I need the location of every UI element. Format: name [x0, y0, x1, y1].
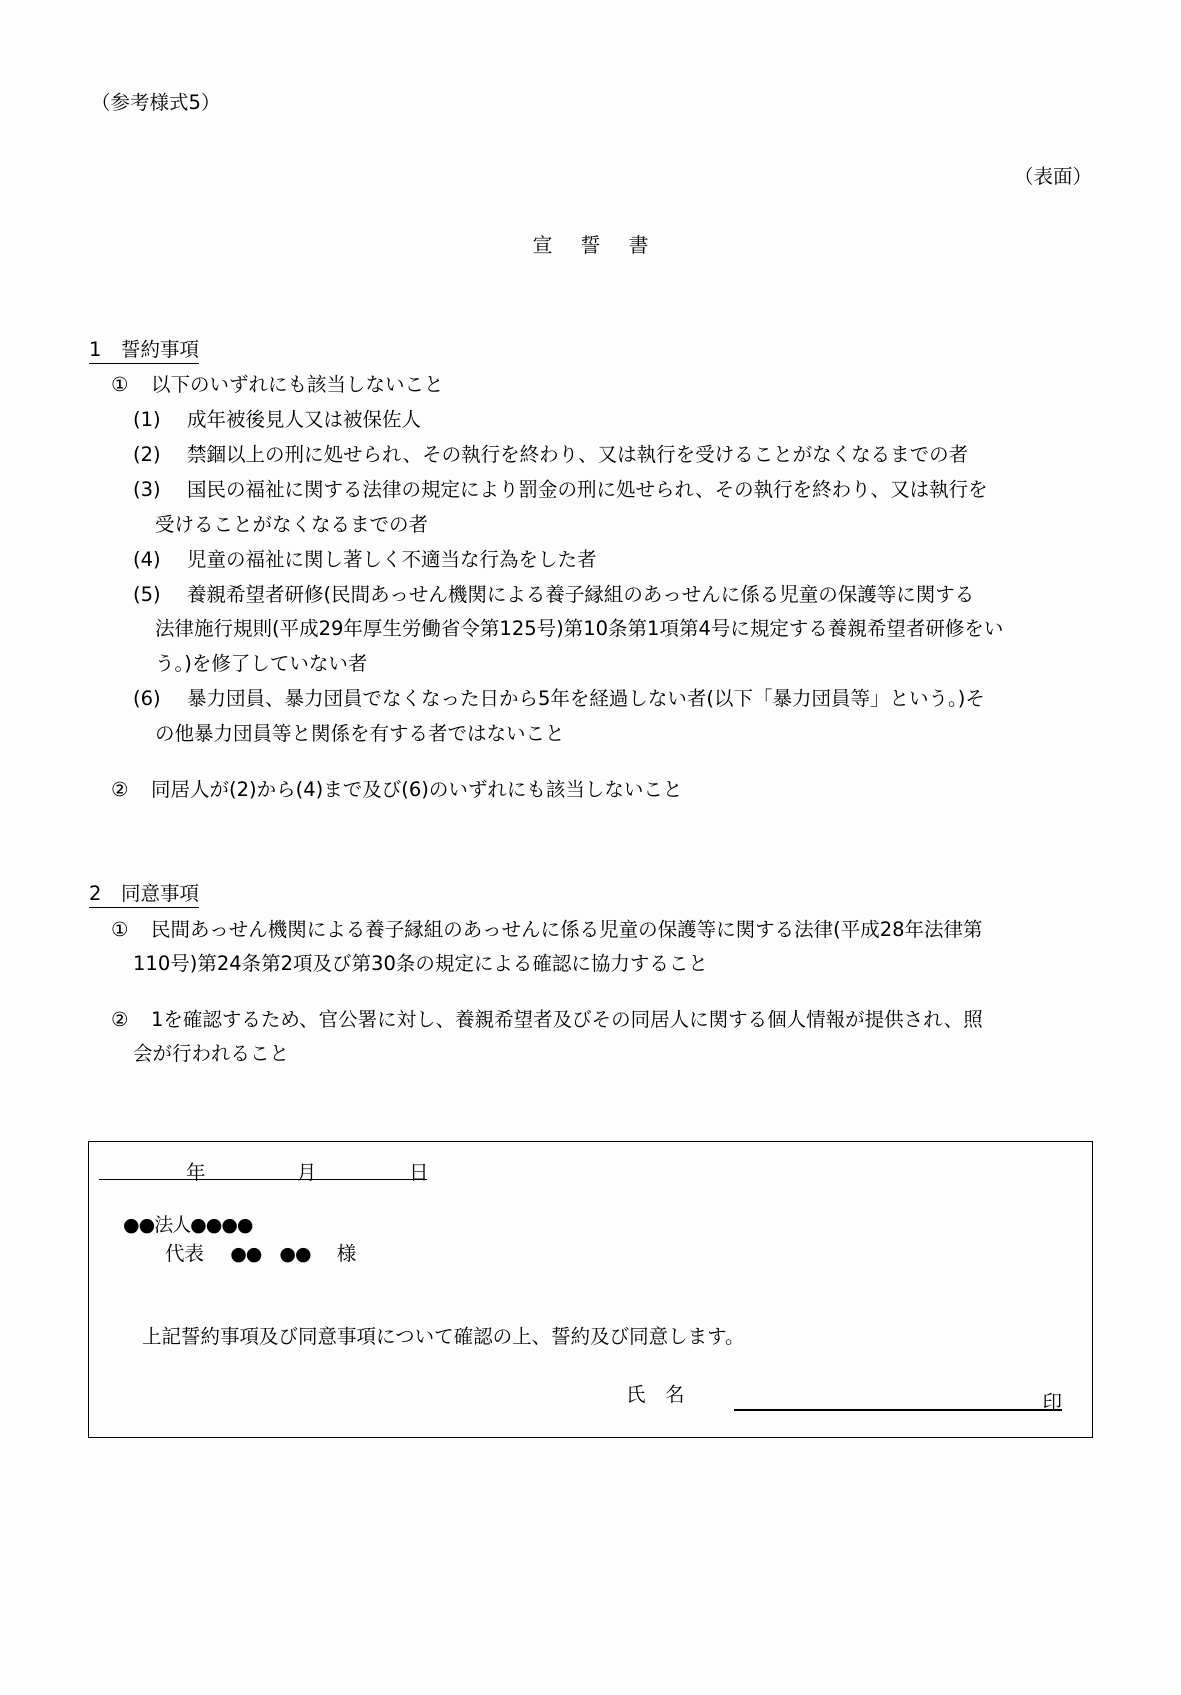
subitem-marker: (3): [133, 478, 161, 501]
title-char: 宣: [532, 233, 553, 257]
section1-heading: [89, 340, 199, 364]
subitem-marker: (6): [133, 687, 161, 710]
subitem-4: [133, 550, 597, 570]
confirmation-statement: 上記誓約事項及び同意事項について確認の上、誓約及び同意します。: [142, 1325, 745, 1348]
reference-label: （参考様式5）: [91, 91, 221, 114]
subitem-text: 国民の福祉に関する法律の規定により罰金の刑に処せられ、その執行を終わり、又は執行を: [187, 478, 988, 501]
subitem-text: 成年被後見人又は被保佐人: [187, 408, 422, 431]
subitem-text: 禁錮以上の刑に処せられ、その執行を終わり、又は執行を受けることがなくなるまでの者: [187, 443, 969, 466]
side-label: （表面）: [1013, 165, 1092, 188]
item-marker: ②: [111, 1008, 129, 1031]
item-text: 同居人が(2)から(4)まで及び(6)のいずれにも該当しないこと: [151, 778, 683, 801]
item-text: 1を確認するため、官公署に対し、養親希望者及びその同居人に関する個人情報が提供され、照: [151, 1008, 983, 1031]
page-title: [0, 235, 1181, 255]
title-char: 書: [628, 233, 649, 257]
representative-line: [165, 1244, 356, 1264]
subitem-text: 養親希望者研修(民間あっせん機関による養子縁組のあっせんに係る児童の保護等に関する: [187, 583, 975, 606]
subitem-2: [133, 445, 968, 465]
representative-name: ●● ●●: [230, 1243, 311, 1265]
subitem-3-cont: 受けることがなくなるまでの者: [155, 513, 429, 536]
subitem-6-cont: の他暴力団員等と関係を有する者ではないこと: [155, 722, 565, 745]
subitem-1: [133, 410, 421, 430]
subitem-6: [133, 689, 985, 709]
subitem-5-cont: 法律施行規則(平成29年厚生労働省令第125号)第10条第1項第4号に規定する養親希望者研修をい: [155, 617, 1004, 640]
item-marker: ①: [111, 373, 129, 396]
item-text: 民間あっせん機関による養子縁組のあっせんに係る児童の保護等に関する法律(平成28年法律第: [151, 918, 983, 941]
title-char: 誓: [580, 233, 601, 257]
section1-item1: [111, 375, 444, 395]
honorific: 様: [336, 1242, 357, 1265]
subitem-marker: (2): [133, 443, 161, 466]
representative-label: 代表: [165, 1242, 205, 1265]
seal-label: 印: [1042, 1391, 1062, 1414]
organization-name: ●●法人●●●●: [123, 1214, 253, 1236]
section2-heading: [89, 884, 199, 908]
subitem-marker: (4): [133, 548, 161, 571]
name-label: 氏 名: [626, 1383, 685, 1406]
item-marker: ②: [111, 778, 129, 801]
section2-item2-cont: 会が行われること: [133, 1042, 290, 1065]
day-label: 日: [409, 1161, 429, 1184]
name-signature-field[interactable]: [734, 1387, 1062, 1414]
subitem-5-cont: う。)を修了していない者: [155, 652, 368, 675]
section2-item2: [111, 1010, 983, 1030]
subitem-5: [133, 585, 974, 605]
item-text: 以下のいずれにも該当しないこと: [151, 373, 444, 396]
section2-item1: [111, 920, 983, 940]
subitem-3: [133, 480, 988, 500]
month-label: 月: [297, 1161, 317, 1184]
section-number: 1: [89, 338, 102, 361]
subitem-text: 暴力団員、暴力団員でなくなった日から5年を経過しない者(以下「暴力団員等」という。)そ: [187, 687, 985, 710]
subitem-marker: (1): [133, 408, 161, 431]
section-title: 同意事項: [121, 882, 200, 905]
section1-item2: [111, 780, 682, 800]
date-field[interactable]: [99, 1157, 429, 1184]
subitem-marker: (5): [133, 583, 161, 606]
section-number: 2: [89, 882, 102, 905]
signature-box: [88, 1141, 1093, 1438]
section-title: 誓約事項: [121, 338, 200, 361]
item-marker: ①: [111, 918, 129, 941]
year-label: 年: [186, 1161, 206, 1184]
section2-item1-cont: 110号)第24条第2項及び第30条の規定による確認に協力すること: [133, 952, 708, 975]
subitem-text: 児童の福祉に関し著しく不適当な行為をした者: [187, 548, 597, 571]
